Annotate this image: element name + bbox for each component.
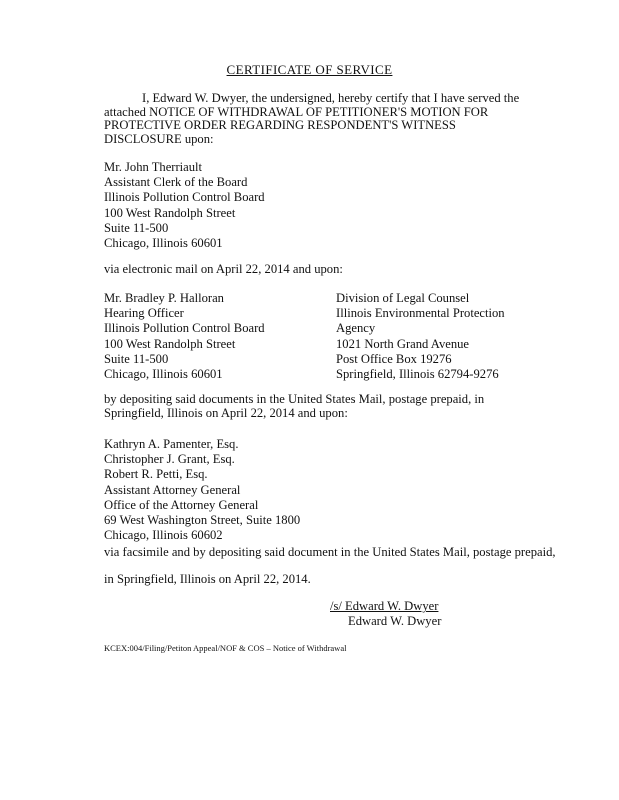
address-line: Agency: [336, 321, 376, 336]
address-line: Assistant Attorney General: [104, 482, 241, 497]
service-method-mail: by depositing said documents in the United States Mail, postage prepaid, in Springfield, Illinois on April 22, 2014 and upon:: [104, 392, 485, 420]
address-line: Suite 11-500: [104, 220, 169, 235]
address-line: Illinois Pollution Control Board: [104, 321, 265, 336]
address-line: Chicago, Illinois 60601: [104, 367, 223, 382]
address-line: Assistant Clerk of the Board: [104, 175, 248, 190]
address-line: Chicago, Illinois 60602: [104, 528, 223, 543]
document-path-footer: KCEX:004/Filing/Petiton Appeal/NOF & COS – Notice of Withdrawal: [104, 643, 347, 653]
address-line: Post Office Box 19276: [336, 351, 452, 366]
signer-name: Edward W. Dwyer: [348, 614, 442, 628]
address-line: Robert R. Petti, Esq.: [104, 467, 208, 482]
address-line: Mr. John Therriault: [104, 160, 203, 174]
address-line: Springfield, Illinois 62794-9276: [336, 367, 499, 382]
address-line: Suite 11-500: [104, 351, 169, 366]
recipient-hearing-officer-address: [104, 291, 265, 382]
address-line: Mr. Bradley P. Halloran: [104, 291, 224, 305]
address-line: Chicago, Illinois 60601: [104, 236, 223, 251]
service-method-location: in Springfield, Illinois on April 22, 2014.: [104, 572, 311, 586]
address-line: 1021 North Grand Avenue: [336, 336, 470, 351]
electronic-signature: /s/ Edward W. Dwyer: [330, 599, 439, 613]
service-method-fax: via facsimile and by depositing said document in the United States Mail, postage prepaid,: [104, 545, 556, 559]
address-line: Office of the Attorney General: [104, 497, 259, 512]
recipient-attorney-general-address: [104, 437, 300, 543]
address-line: Division of Legal Counsel: [336, 291, 470, 305]
address-line: Kathryn A. Pamenter, Esq.: [104, 437, 239, 451]
address-line: 69 West Washington Street, Suite 1800: [104, 513, 301, 528]
address-line: 100 West Randolph Street: [104, 205, 236, 220]
service-method-email: via electronic mail on April 22, 2014 and upon:: [104, 262, 343, 276]
recipient-legal-counsel-address: [336, 291, 505, 382]
address-line: 100 West Randolph Street: [104, 336, 236, 351]
address-line: Illinois Pollution Control Board: [104, 190, 265, 205]
address-line: Christopher J. Grant, Esq.: [104, 452, 235, 467]
address-line: Illinois Environmental Protection: [336, 306, 505, 321]
recipient-clerk-address: [104, 160, 265, 251]
certificate-title: CERTIFICATE OF SERVICE: [226, 62, 393, 77]
intro-paragraph: I, Edward W. Dwyer, the undersigned, hereby certify that I have served the attached NOTICE OF WITHDRAWAL OF PETITIONER'S MOTION FOR PROTECTIVE ORDER REGARDING RESPONDENT'S WITNESS DISCLOSURE upon:: [104, 91, 520, 146]
address-line: Hearing Officer: [104, 306, 184, 321]
